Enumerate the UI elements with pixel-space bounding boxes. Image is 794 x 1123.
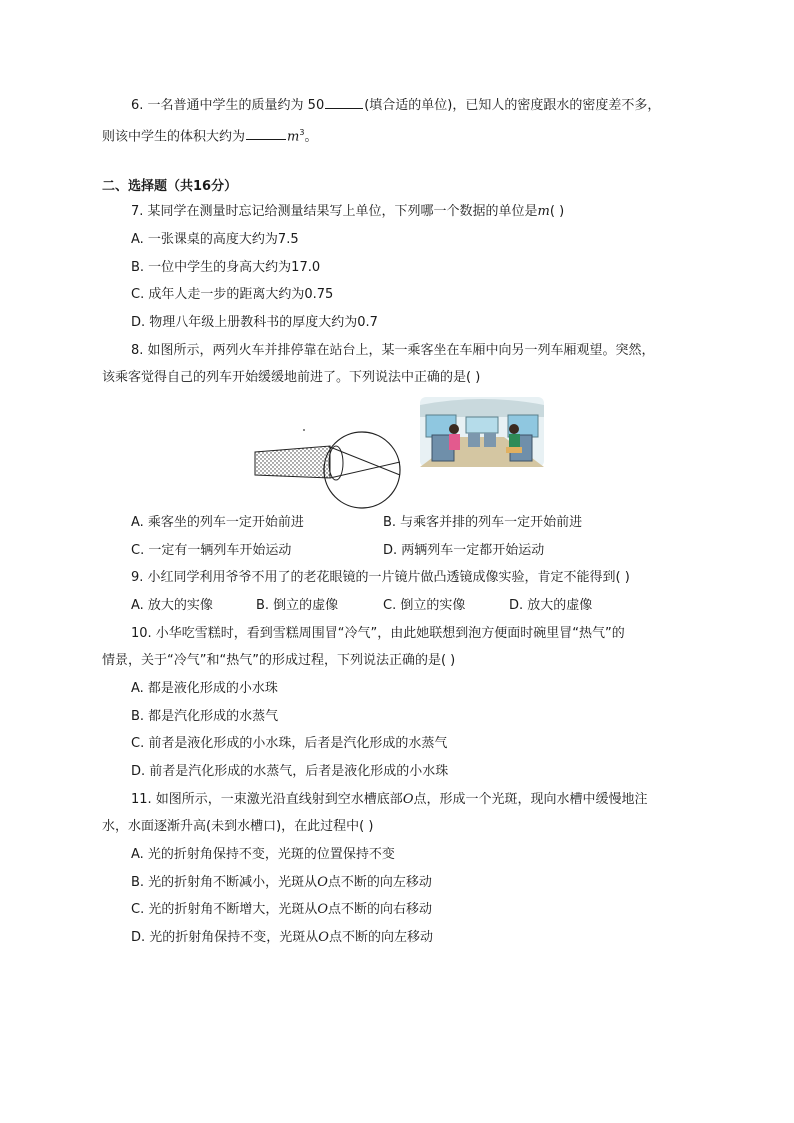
q10-stem-line1: 10. 小华吃雪糕时，看到雪糕周围冒“冷气”，由此她联想到泡方便面时碗里冒“热气”的	[131, 626, 625, 641]
answer-blank[interactable]	[246, 127, 286, 140]
q10-option-c: C. 前者是液化形成的小水珠，后者是汽化形成的水蒸气	[131, 736, 448, 751]
q9-option-b: B. 倒立的虚像	[256, 598, 339, 613]
q7-option-b: B. 一位中学生的身高大约为17.0	[131, 260, 321, 275]
q6-line2: 则该中学生的体积大约为 $m^3$。	[102, 128, 318, 145]
q6-line1: 6. 一名普通中学生的质量约为 50 (填合适的单位)，已知人的密度跟水的密度差不多，	[131, 98, 661, 113]
q7-option-a: A. 一张课桌的高度大约为7.5	[131, 232, 299, 247]
q8-option-d: D. 两辆列车一定都开始运动	[383, 543, 545, 558]
q9-option-a: A. 放大的实像	[131, 598, 213, 613]
q8-option-c: C. 一定有一辆列车开始运动	[131, 543, 292, 558]
q8-stem-line1: 8. 如图所示，两列火车并排停靠在站台上，某一乘客坐在车厢中向另一列车厢观望。突然，	[131, 343, 655, 358]
q8-option-a: A. 乘客坐的列车一定开始前进	[131, 515, 304, 530]
q7-option-c: C. 成年人走一步的距离大约为0.75	[131, 287, 334, 302]
q8-option-b: B. 与乘客并排的列车一定开始前进	[383, 515, 583, 530]
train-interior-illustration	[420, 397, 544, 467]
q11-stem-line2: 水，水面逐渐升高(未到水槽口)，在此过程中( )	[102, 819, 374, 834]
q11-option-d: D. 光的折射角保持不变，光斑从O点不断的向左移动	[131, 930, 433, 945]
q8-stem-line2: 该乘客觉得自己的列车开始缓缓地前进了。下列说法中正确的是( )	[102, 370, 481, 385]
q11-option-c: C. 光的折射角不断增大，光斑从O点不断的向右移动	[131, 902, 433, 917]
q7-option-d: D. 物理八年级上册教科书的厚度大约为0.7	[131, 315, 378, 330]
q7-stem: 7. 某同学在测量时忘记给测量结果写上单位，下列哪一个数据的单位是m( )	[131, 204, 565, 219]
q9-option-d: D. 放大的虚像	[509, 598, 593, 613]
q9-option-c: C. 倒立的实像	[383, 598, 466, 613]
q10-option-b: B. 都是汽化形成的水蒸气	[131, 709, 279, 724]
section-title: 二、选择题（共16分）	[102, 179, 238, 194]
q11-option-a: A. 光的折射角保持不变，光斑的位置保持不变	[131, 847, 395, 862]
answer-blank[interactable]	[325, 96, 363, 109]
q11-stem-line1: 11. 如图所示，一束激光沿直线射到空水槽底部O点，形成一个光斑，现向水槽中缓慢地注	[131, 792, 648, 807]
q10-option-a: A. 都是液化形成的小水珠	[131, 681, 278, 696]
q11-option-b: B. 光的折射角不断减小，光斑从O点不断的向左移动	[131, 875, 432, 890]
eye-lens-diagram	[250, 420, 410, 520]
q10-option-d: D. 前者是汽化形成的水蒸气，后者是液化形成的小水珠	[131, 764, 449, 779]
q9-stem: 9. 小红同学利用爷爷不用了的老花眼镜的一片镜片做凸透镜成像实验，肯定不能得到( )	[131, 570, 630, 585]
q10-stem-line2: 情景，关于“冷气”和“热气”的形成过程，下列说法正确的是( )	[102, 653, 456, 668]
